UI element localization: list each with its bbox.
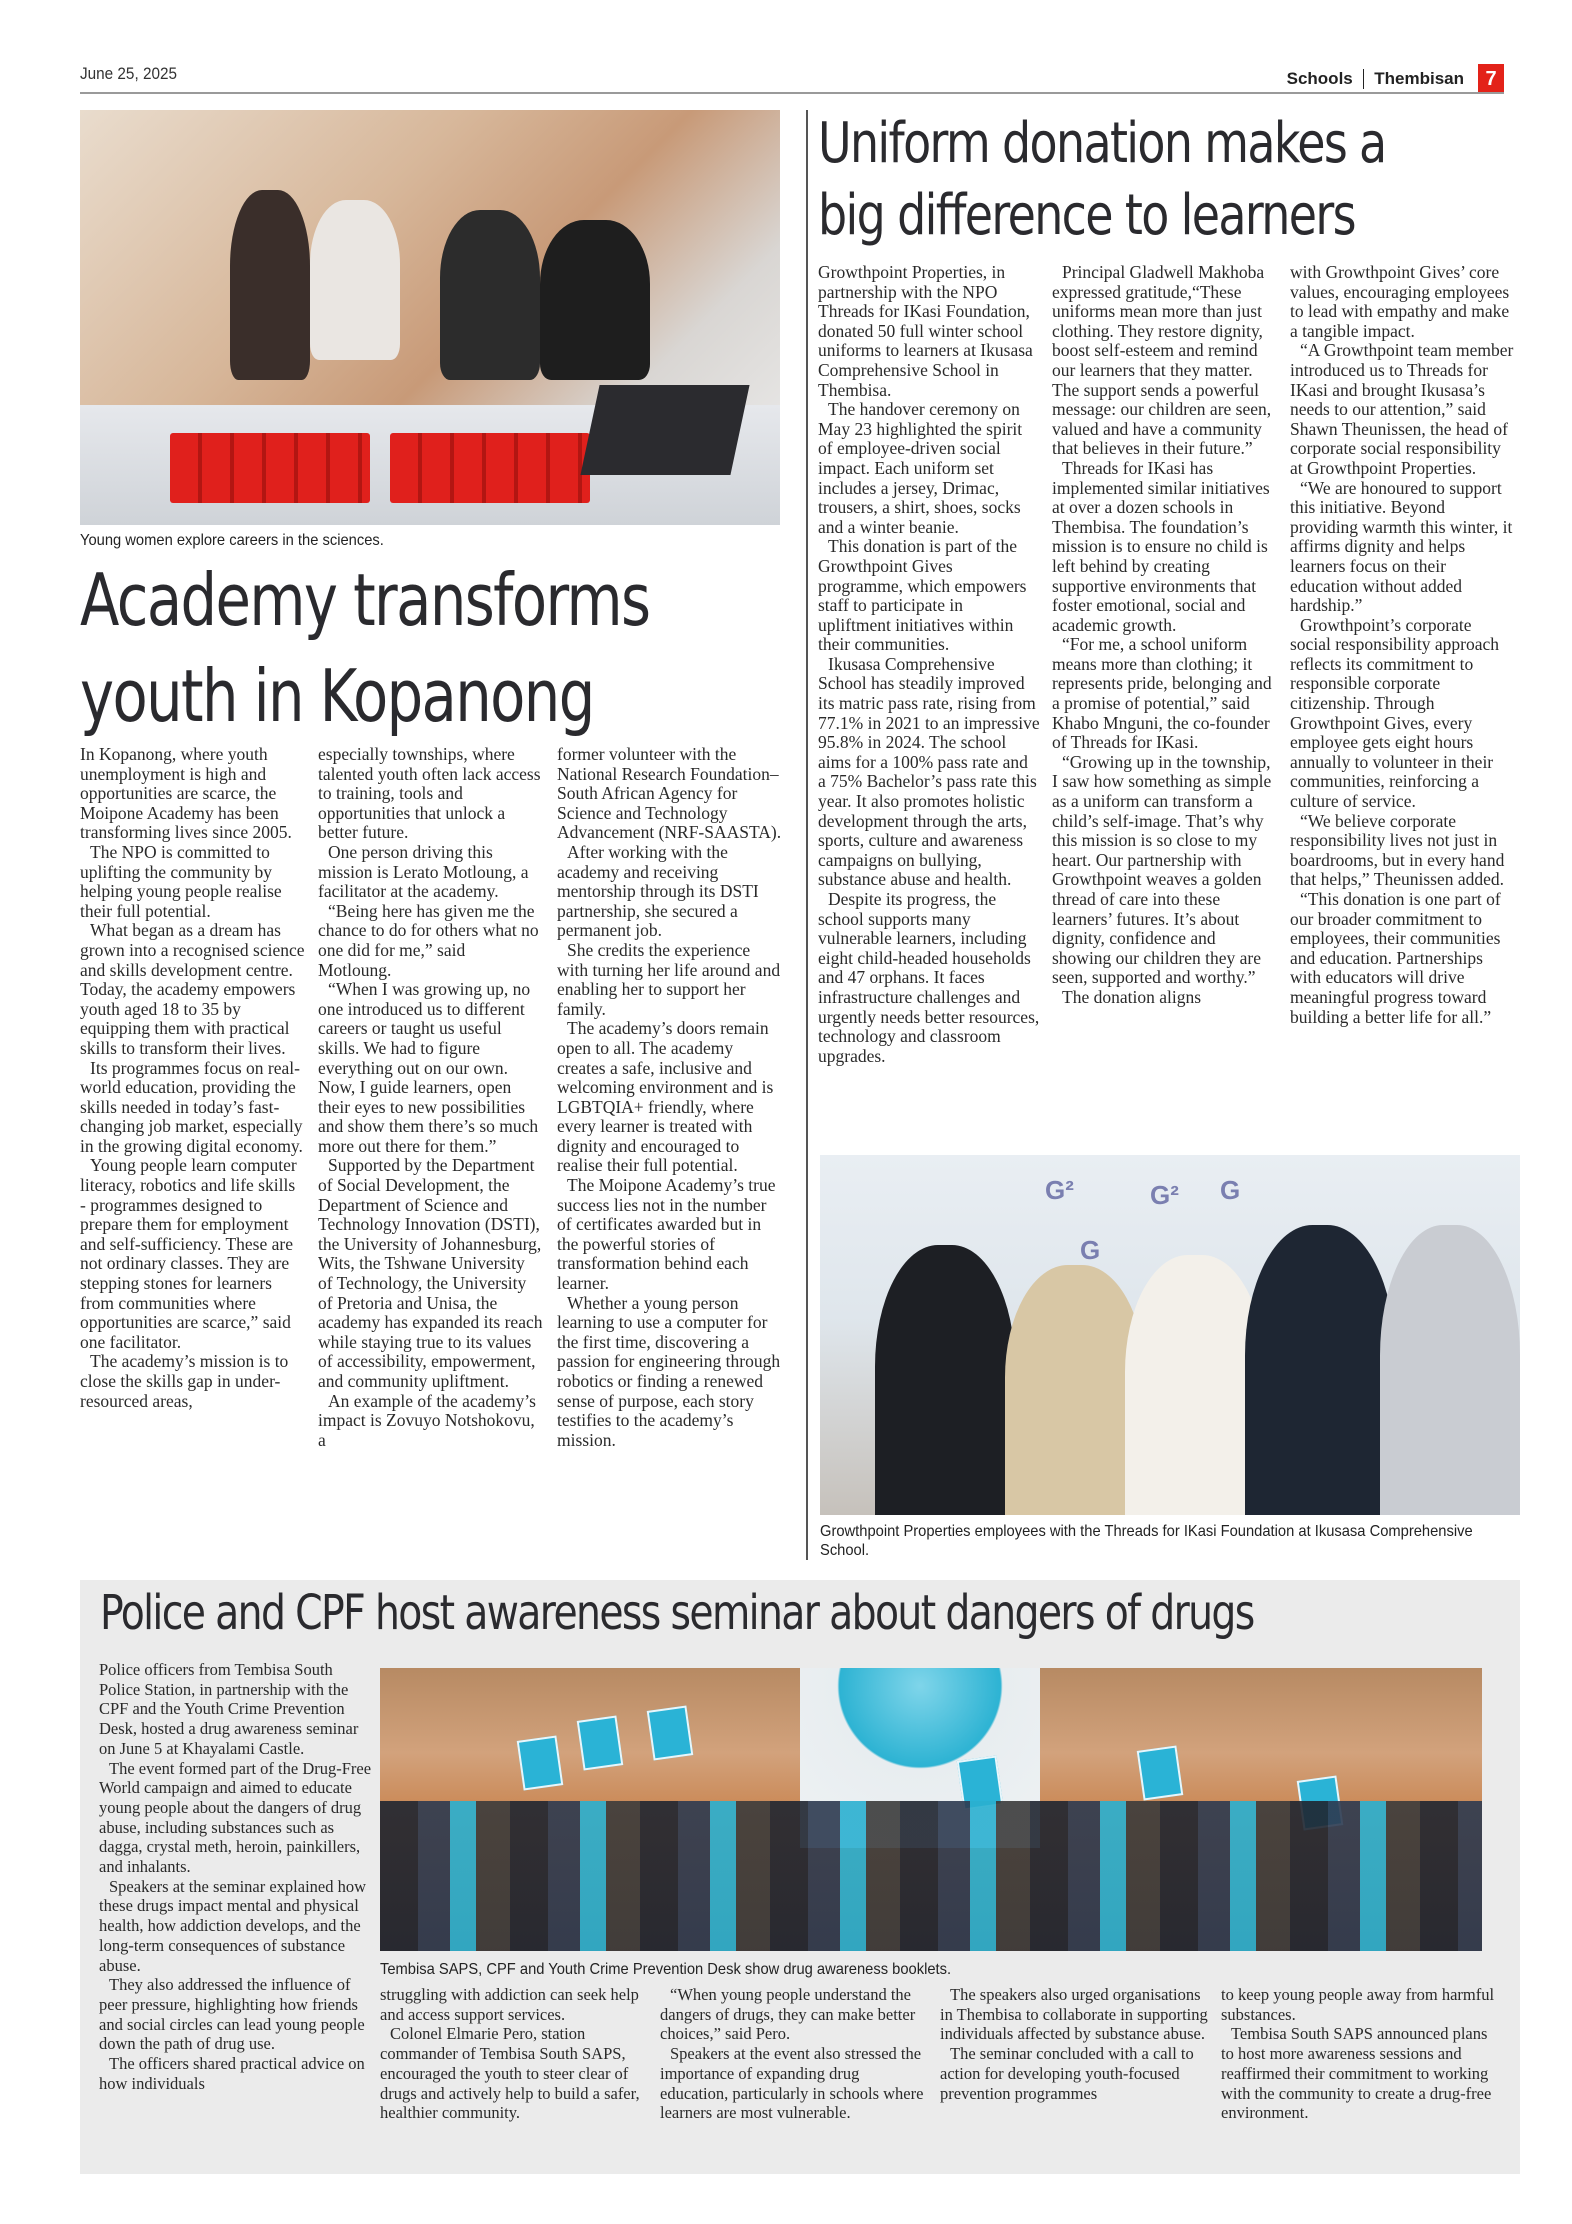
photo-caption: Growthpoint Properties employees with the Threads for IKasi Foundation at Ikusasa Comprehensive School. [820,1523,1473,1559]
photo-group-growthpoint-icon [820,1155,1520,1515]
article-column [1221,1985,1501,2123]
paragraph: Police officers from Tembisa South Police Station, in partnership with the CPF and the Youth Crime Prevention Desk, hosted a drug awareness seminar on June 5 at Khayalami Castle. [99,1660,359,1758]
paragraph: “For me, a school uniform means more than clothing; it represents pride, belonging and a promise of potential,” said Khabo Mnguni, the co-founder of Threads for IKasi. [1052,634,1272,753]
paragraph: “When young people understand the dangers of drugs, they can make better choices,” said Pero. [660,1985,916,2044]
robotics-kit-tray [170,433,370,503]
article-headline [818,108,1386,252]
paragraph: Ikusasa Comprehensive School has steadily improved its matric pass rate, rising from 77.1% in 2021 to an impressive 95.8% in 2024. The school aims for a 100% pass rate and a 75% Bachelor’s pass rate this year. It also promotes holistic development through the arts, sports, culture and awareness campaigns on bullying, substance abuse and health. [818,653,1040,890]
article-column [557,745,782,1450]
brand-logo-icon: G [1220,1175,1241,1205]
paragraph: The Moipone Academy’s true success lies not in the number of certificates awarded but in the powerful stories of transformation behind each learner. [557,1175,776,1294]
paragraph: The academy’s mission is to close the skills gap in under-resourced areas, [80,1351,289,1411]
paragraph: “A Growthpoint team member introduced us to Threads for IKasi and brought Ikusasa’s needs to our attention,” said Shawn Theunissen, the head of corporate social responsibility at Growthpoint Properties. [1290,340,1514,478]
paragraph: “We are honoured to support this initiative. Beyond providing warmth this winter, it affirms dignity and helps learners focus on their education without added hardship.” [1290,477,1513,616]
photo-caption: Tembisa SAPS, CPF and Youth Crime Prevention Desk show drug awareness booklets. [380,1961,952,1978]
article-column [1052,263,1274,1008]
person-figure [230,190,310,380]
paragraph: Growthpoint Properties, in partnership with the NPO Threads for IKasi Foundation, donated 50 full winter school uniforms to learners at Ikusasa Comprehensive School in Thembisa. [818,262,1033,400]
section-name: Schools [1286,69,1353,88]
article-column [818,263,1040,1066]
paragraph: Growthpoint’s corporate social responsibility approach reflects its commitment to responsible corporate citizenship. Through Growthpoint Gives, every employee gets eight hours annually to volunteer in their communities, reinforcing a culture of service. [1290,614,1499,812]
person-figure [440,210,540,380]
photo-students-robotics-icon [80,110,780,525]
paragraph: “Growing up in the township, I saw how something as simple as a uniform can transform a child’s self-image. That’s why this mission is so close to my heart. Our partnership with Growthpoint weaves a golden thread of care into these learners’ futures. It’s about dignity, confidence and showing our children they are seen, supported and worthy.” [1052,751,1272,988]
booklet [517,1735,564,1790]
article-column [99,1660,374,2093]
paragraph: One person driving this mission is Lerato Motloung, a facilitator at the academy. [318,841,529,902]
article-headline: Police and CPF host awareness seminar about dangers of drugs [100,1585,1254,1641]
paragraph: The officers shared practical advice on how individuals [99,2054,365,2093]
column-divider [806,110,808,1560]
person-figure [1380,1225,1520,1515]
paragraph: The speakers also urged organisations in Thembisa to collaborate in supporting individuals affected by substance abuse. [940,1985,1208,2044]
paragraph: The donation aligns [1062,986,1202,1007]
paragraph: After working with the academy and receiving mentorship through its DSTI partnership, she secured a permanent job. [557,841,759,941]
headline-line: youth in Kopanong [80,654,594,738]
person-figure [1125,1255,1265,1515]
paragraph: Colonel Elmarie Pero, station commander of Tembisa South SAPS, encouraged the youth to steer clear of drugs and actively help to build a safer, healthier community. [380,2024,640,2123]
article-column [660,1985,930,2123]
brand-logo-icon: G [1080,1235,1101,1265]
person-figure [540,220,650,380]
crowd [380,1801,1482,1951]
paragraph: The academy’s doors remain open to all. The academy creates a safe, inclusive and welcoming environment and is LGBTQIA+ friendly, where every learner is treated with dignity and encouraged to realise their full potential. [557,1018,774,1176]
headline-line: big difference to learners [818,183,1355,248]
article-column [940,1985,1210,2103]
paragraph: “We believe corporate responsibility lives not just in boardrooms, but in every hand that helps,” Theunissen added. [1290,810,1505,890]
paragraph: The NPO is committed to uplifting the community by helping young people realise their full potential. [80,841,282,921]
paragraph: especially townships, where talented youth often lack access to training, tools and opportunities that unlock a better future. [318,744,541,843]
brand-logo-icon: G² [1150,1180,1179,1210]
paragraph: Speakers at the event also stressed the importance of expanding drug education, particularly in schools where learners are most vulnerable. [660,2044,924,2123]
paragraph: struggling with addiction can seek help and access support services. [380,1985,639,2024]
robotics-kit-tray [390,433,590,503]
paragraph: “When I was growing up, no one introduced us to different careers or taught us useful skills. We had to figure everything out on our own. Now, I guide learners, open their eyes to new possibilities and show them there’s so much more out there for them.” [318,979,539,1156]
booklet [647,1705,694,1760]
paragraph: Young people learn computer literacy, robotics and life skills - programmes designed to prepare them for employment and self-sufficiency. These are not ordinary classes. They are stepping stones for learners from communities where opportunities are scarce,” said one facilitator. [80,1155,297,1352]
paragraph: She credits the experience with turning her life around and enabling her to support her family. [557,939,781,1019]
paragraph: Tembisa South SAPS announced plans to host more awareness sessions and reaffirmed their commitment to working with the community to create a drug-free environment. [1221,2024,1492,2123]
paragraph: Whether a young person learning to use a computer for the first time, discovering a passion for engineering through robotics or finding a renewed sense of purpose, each story testifies to the academy’s mission. [557,1292,781,1450]
paragraph: What began as a dream has grown into a recognised science and skills development centre. Today, the academy empowers youth aged 18 to 35 by equipping them with practical skills to transform their lives. [80,920,305,1058]
paragraph: with Growthpoint Gives’ core values, encouraging employees to lead with empathy and make a tangible impact. [1290,262,1510,341]
headline-line: Academy transforms [80,558,650,642]
article-column [380,1985,650,2123]
paragraph: Principal Gladwell Makhoba expressed gratitude,“These uniforms mean more than just clothing. They restore dignity, boost self-esteem and remind our learners that they matter. The support sends a powerful message: our children are seen, valued and have a community that believes in their future.” [1052,262,1272,459]
brand-logo-icon: G² [1045,1175,1074,1205]
paragraph: Speakers at the seminar explained how these drugs impact mental and physical health, how addiction develops, and the long-term consequences of substance abuse. [99,1876,367,1975]
person-figure [875,1245,1015,1515]
paragraph: Its programmes focus on real-world education, providing the skills needed in today’s fast-changing job market, especially in the growing digital economy. [80,1057,303,1156]
paragraph: Despite its progress, the school supports many vulnerable learners, including eight child-headed households and 47 orphans. It faces infrastructure challenges and urgently needs better resources, technology and classroom upgrades. [818,889,1040,1066]
paragraph: The event formed part of the Drug-Free World campaign and aimed to educate young people about the dangers of drug abuse, including substances such as dagga, crystal meth, heroin, painkillers, and inhalants. [99,1758,372,1877]
paragraph: “Being here has given me the chance to do for others what no one did for me,” said Motloung. [318,900,539,980]
booklet [577,1715,624,1770]
paragraph: to keep young people away from harmful substances. [1221,1985,1495,2024]
article-column [80,745,305,1411]
paragraph: The handover ceremony on May 23 highlighted the spirit of employee-driven social impact. Each uniform set includes a jersey, Drimac, trousers, a shirt, shoes, socks and a winter beanie. [818,399,1023,537]
section-label [1287,64,1504,94]
issue-date: June 25, 2025 [80,64,177,83]
paragraph: “This donation is one part of our broader commitment to employees, their communities and education. Partnerships with educators will drive meaningful progress toward building a better life for all.” [1290,889,1501,1027]
photo-caption: Young women explore careers in the sciences. [80,532,384,549]
paragraph: former volunteer with the National Research Foundation–South African Agency for Science and Technology Advancement (NRF-SAASTA). [557,744,782,843]
page-number-badge: 7 [1478,64,1504,94]
article-column [318,745,543,1450]
police-article-panel [80,1580,1520,2174]
article-column [1290,263,1515,1027]
headline-line: Uniform donation makes a [818,111,1386,176]
person-figure [1005,1265,1145,1515]
paragraph: In Kopanong, where youth unemployment is high and opportunities are scarce, the Moipone Academy has been transforming lives since 2005. [80,744,292,843]
paragraph: An example of the academy’s impact is Zovuyo Notshokovu, a [318,1390,536,1450]
article-headline [80,552,649,744]
paragraph: This donation is part of the Growthpoint Gives programme, which empowers staff to participate in upliftment initiatives within their communities. [818,536,1027,655]
laptop [580,385,749,475]
photo-group-booklets-icon [380,1668,1482,1951]
booklet [1137,1745,1184,1800]
person-figure [1245,1225,1395,1515]
publication-name: Thembisan [1374,69,1464,88]
paragraph: Threads for IKasi has implemented similar initiatives at over a dozen schools in Thembisa. The foundation’s mission is to ensure no child is left behind by creating supportive environments that foster emotional, social and academic growth. [1052,457,1270,635]
paragraph: They also addressed the influence of peer pressure, highlighting how friends and social circles can lead young people down the path of drug use. [99,1975,365,2054]
separator [1363,69,1365,89]
paragraph: Supported by the Department of Social Development, the Department of Science and Technology Innovation (DSTI), the University of Johannesburg, Wits, the Tshwane University of Technology, the University of Pretoria and Unisa, the academy has expanded its reach while staying true to its values of accessibility, empowerment, and community upliftment. [318,1155,543,1391]
person-figure [310,200,400,360]
paragraph: The seminar concluded with a call to action for developing youth-focused prevention programmes [940,2044,1194,2103]
header-rule [80,92,1504,94]
